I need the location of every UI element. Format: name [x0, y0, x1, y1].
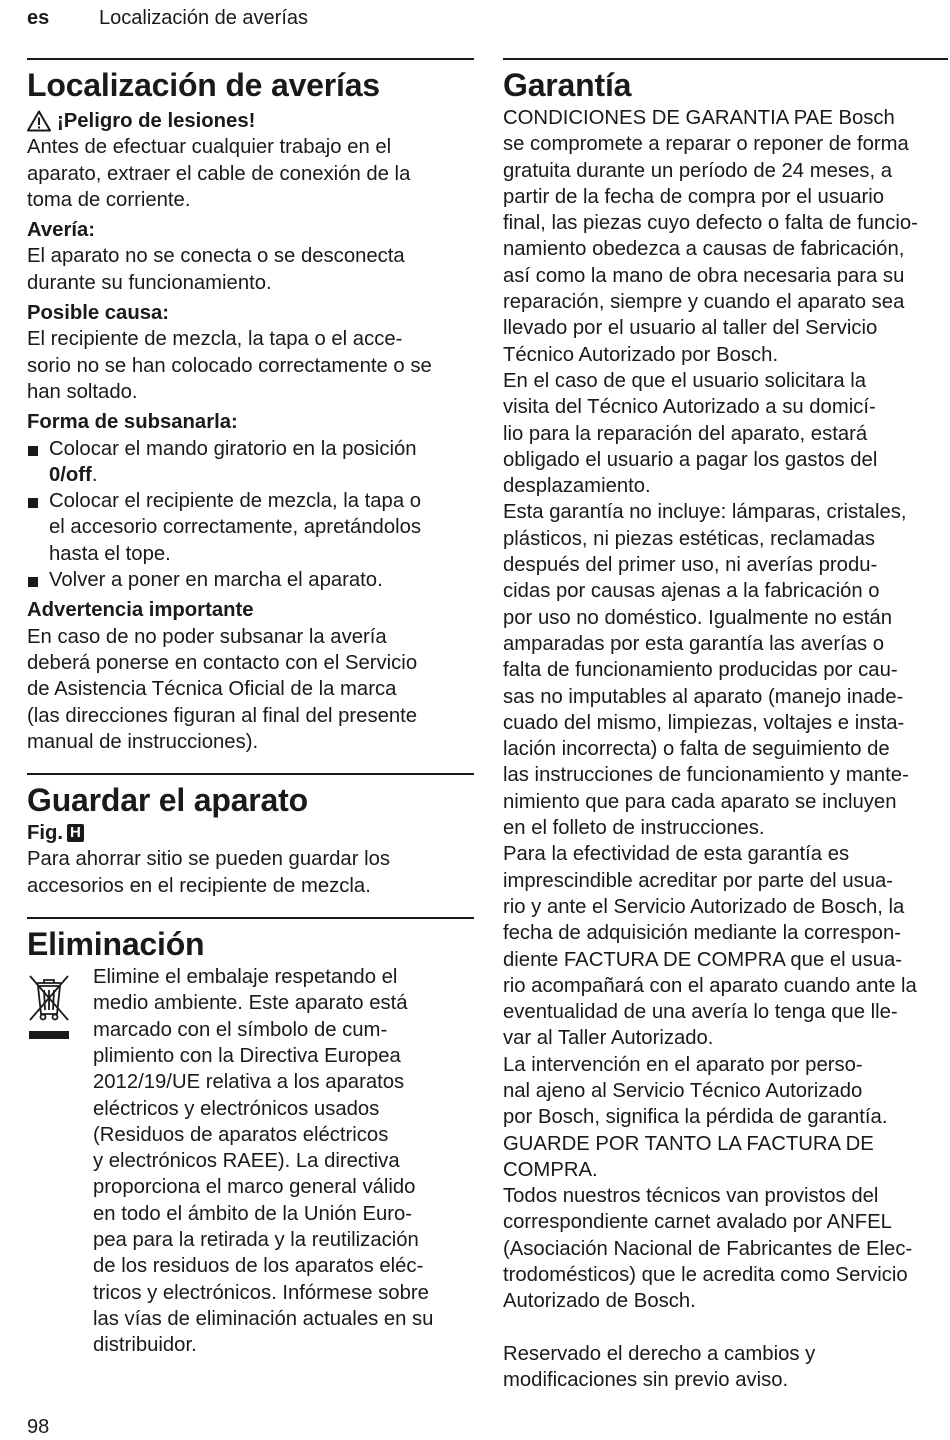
text-line: eventualidad de una avería lo tenga que lle- [503, 1001, 898, 1024]
text-line: pea para la retirada y la reutilización [93, 1228, 419, 1251]
text-line: fecha de adquisición mediante la correspon- [503, 922, 901, 945]
text-line: Todos nuestros técnicos van provistos del [503, 1185, 879, 1208]
text-line: rio y ante el Servicio Autorizado de Bosch, la [503, 895, 905, 918]
section-title: Eliminación [27, 926, 205, 963]
bullet-square-icon [28, 498, 38, 508]
list-item [27, 488, 474, 567]
cause-text [27, 326, 474, 405]
text-line: tricos y electrónicos. Infórmese sobre [93, 1281, 429, 1304]
fault-label: Avería: [27, 219, 96, 242]
warning-text [27, 134, 474, 213]
text-line: En el caso de que el usuario solicitara la [503, 369, 867, 392]
paragraph [503, 105, 948, 368]
text-line: de Asistencia Técnica Oficial de la marca [27, 678, 397, 701]
text-line: Técnico Autorizado por Bosch. [503, 343, 779, 366]
text-line: así como la mano de obra necesaria para su [503, 264, 905, 287]
disposal-text [93, 964, 474, 1358]
text-line: de los residuos de los aparatos eléc- [93, 1255, 424, 1278]
section-title: Localización de averías [27, 67, 380, 103]
text-line: imprescindible acreditar por parte del usua- [503, 869, 894, 892]
text-line: El aparato no se conecta o se desconecta [27, 245, 405, 268]
warranty-text [503, 105, 948, 1315]
text-line: Colocar el mando giratorio en la posición [49, 437, 417, 460]
text-line: diente FACTURA DE COMPRA que el usua- [503, 948, 903, 971]
text-line: modificaciones sin previo aviso. [503, 1368, 789, 1391]
warning-label: ¡Peligro de lesiones! [57, 110, 256, 132]
text-line: y electrónicos RAEE). La directiva [93, 1150, 400, 1173]
section-title: Guardar el aparato [27, 782, 308, 819]
text-line: por uso no doméstico. Igualmente no están [503, 606, 892, 629]
text-line: Para la efectividad de esta garantía es [503, 843, 850, 866]
text-line: plásticos, ni piezas estéticas, reclamadas [503, 527, 875, 550]
text-line: partir de la fecha de compra por el usuario [503, 185, 885, 208]
text-line: obligado el usuario a pagar los gastos del [503, 448, 878, 471]
text-line: desplazamiento. [503, 475, 651, 498]
left-column [27, 58, 474, 1358]
text-line: han soltado. [27, 380, 138, 403]
text-line: La intervención en el aparato por perso- [503, 1053, 863, 1076]
important-note-text [27, 624, 474, 755]
paragraph [503, 368, 948, 499]
text-line: (las direcciones figuran al final del presente [27, 704, 418, 727]
text-line: distribuidor. [93, 1334, 197, 1357]
page-header [27, 4, 309, 32]
section-warranty [503, 58, 948, 1393]
page-number: 98 [27, 1416, 50, 1438]
paragraph [503, 841, 948, 1051]
text-line: rio acompañará con el aparato cuando ante la [503, 974, 917, 997]
paragraph [503, 499, 948, 841]
text-line: sas no imputables al aparato (manejo inade- [503, 685, 904, 708]
fig-label: Fig. [27, 822, 64, 845]
paragraph [503, 1052, 948, 1183]
text-line: lio para la reparación del aparato, estará [503, 422, 868, 445]
text-line: nal ajeno al Servicio Técnico Autorizado [503, 1079, 863, 1102]
text-line: Reservado el derecho a cambios y [503, 1342, 816, 1365]
text-line: Esta garantía no incluye: lámparas, cristales, [503, 501, 907, 524]
text-line: Para ahorrar sitio se pueden guardar los [27, 848, 391, 871]
closing-note [503, 1341, 948, 1394]
text-line: el accesorio correctamente, apretándolos [49, 516, 422, 539]
running-title: Localización de averías [99, 7, 309, 29]
text-line: toma de corriente. [27, 188, 191, 211]
text-line: amparadas por esta garantía las averías o [503, 632, 885, 655]
text-line: Antes de efectuar cualquier trabajo en el [27, 136, 392, 159]
fix-label: Forma de subsanarla: [27, 411, 238, 434]
section-storage [27, 773, 474, 899]
text-line [49, 462, 474, 488]
text-line: CONDICIONES DE GARANTIA PAE Bosch [503, 107, 895, 129]
text-line: trodomésticos) que le acredita como Servicio [503, 1264, 908, 1287]
text-line: en todo el ámbito de la Unión Euro- [93, 1202, 413, 1225]
text-line: El recipiente de mezcla, la tapa o el acce- [27, 328, 403, 351]
text-line: sorio no se han colocado correctamente o se [27, 354, 432, 377]
text-line: después del primer uso, ni averías produ- [503, 554, 878, 577]
section-disposal [27, 917, 474, 1358]
text-line: Colocar el recipiente de mezcla, la tapa o [49, 490, 422, 513]
warning-heading [27, 108, 474, 134]
text-line: (Residuos de aparatos eléctricos [93, 1123, 389, 1146]
section-title: Garantía [503, 67, 632, 103]
text-line: medio ambiente. Este aparato está [93, 992, 408, 1015]
text-line: (Asociación Nacional de Fabricantes de Elec- [503, 1237, 913, 1260]
fig-tag: H [67, 824, 84, 842]
text-line: accesorios en el recipiente de mezcla. [27, 874, 371, 897]
weee-crossed-bin-icon [27, 972, 71, 1046]
text-line: final, las piezas cuyo defecto o falta de funcio- [503, 212, 918, 235]
text-line: marcado con el símbolo de cum- [93, 1018, 388, 1041]
text-line: var al Taller Autorizado. [503, 1027, 714, 1050]
list-item [27, 436, 474, 489]
cause-label: Posible causa: [27, 302, 170, 325]
text-line: nimiento que para cada aparato se incluyen [503, 790, 897, 813]
text-line: deberá ponerse en contacto con el Servicio [27, 651, 418, 674]
disposal-block [27, 964, 474, 1358]
position-value: 0/off [49, 463, 92, 486]
section-troubleshooting [27, 58, 474, 755]
text-line: en el folleto de instrucciones. [503, 817, 765, 840]
text-line: cidas por causas ajenas a la fabricación o [503, 580, 880, 603]
paragraph [503, 1183, 948, 1314]
text-line: Autorizado de Bosch. [503, 1290, 696, 1313]
text-line: namiento obedezca a causas de fabricación, [503, 238, 905, 261]
text-line: hasta el tope. [49, 542, 171, 565]
fault-text [27, 243, 474, 296]
text-line: Volver a poner en marcha el aparato. [49, 569, 383, 592]
fix-list [27, 436, 474, 594]
text-line: manual de instrucciones). [27, 730, 259, 753]
warning-triangle-icon [27, 110, 51, 132]
text-line: las instrucciones de funcionamiento y mante- [503, 764, 909, 787]
text-line: durante su funcionamiento. [27, 271, 272, 294]
right-column [503, 58, 948, 1393]
important-note-label: Advertencia importante [27, 599, 254, 622]
text-line: COMPRA. [503, 1158, 598, 1181]
bullet-square-icon [28, 446, 38, 456]
text-line: visita del Técnico Autorizado a su domicí- [503, 396, 876, 419]
bullet-square-icon [28, 577, 38, 587]
text-line: En caso de no poder subsanar la avería [27, 625, 387, 648]
text-line: aparato, extraer el cable de conexión de la [27, 162, 411, 185]
text-line: falta de funcionamiento producidas por cau- [503, 659, 898, 682]
text-line: por Bosch, significa la pérdida de garantía. [503, 1106, 888, 1129]
text-line: eléctricos y electrónicos usados [93, 1097, 380, 1120]
text-line: plimiento con la Directiva Europea [93, 1044, 401, 1067]
text-line: 2012/19/UE relativa a los aparatos [93, 1071, 405, 1094]
text-line: GUARDE POR TANTO LA FACTURA DE [503, 1132, 874, 1155]
text-line: las vías de eliminación actuales en su [93, 1307, 434, 1330]
text-line: correspondiente carnet avalado por ANFEL [503, 1211, 892, 1234]
storage-text [27, 846, 474, 899]
text-line: proporciona el marco general válido [93, 1176, 416, 1199]
text-line: cuado del mismo, limpiezas, voltajes e insta- [503, 711, 905, 734]
text-line: gratuita durante un período de 24 meses, a [503, 159, 892, 182]
text-line: Elimine el embalaje respetando el [93, 966, 398, 989]
language-code: es [27, 7, 50, 29]
figure-reference [27, 820, 474, 846]
text-line: llevado por el usuario al taller del Servicio [503, 317, 878, 340]
text-line: reparación, siempre y cuando el aparato sea [503, 291, 905, 314]
text-line: se compromete a reparar o reponer de forma [503, 133, 909, 156]
list-item [27, 567, 474, 593]
punctuation: . [91, 463, 98, 486]
text-line: lación incorrecta) o falta de seguimiento de [503, 738, 890, 761]
